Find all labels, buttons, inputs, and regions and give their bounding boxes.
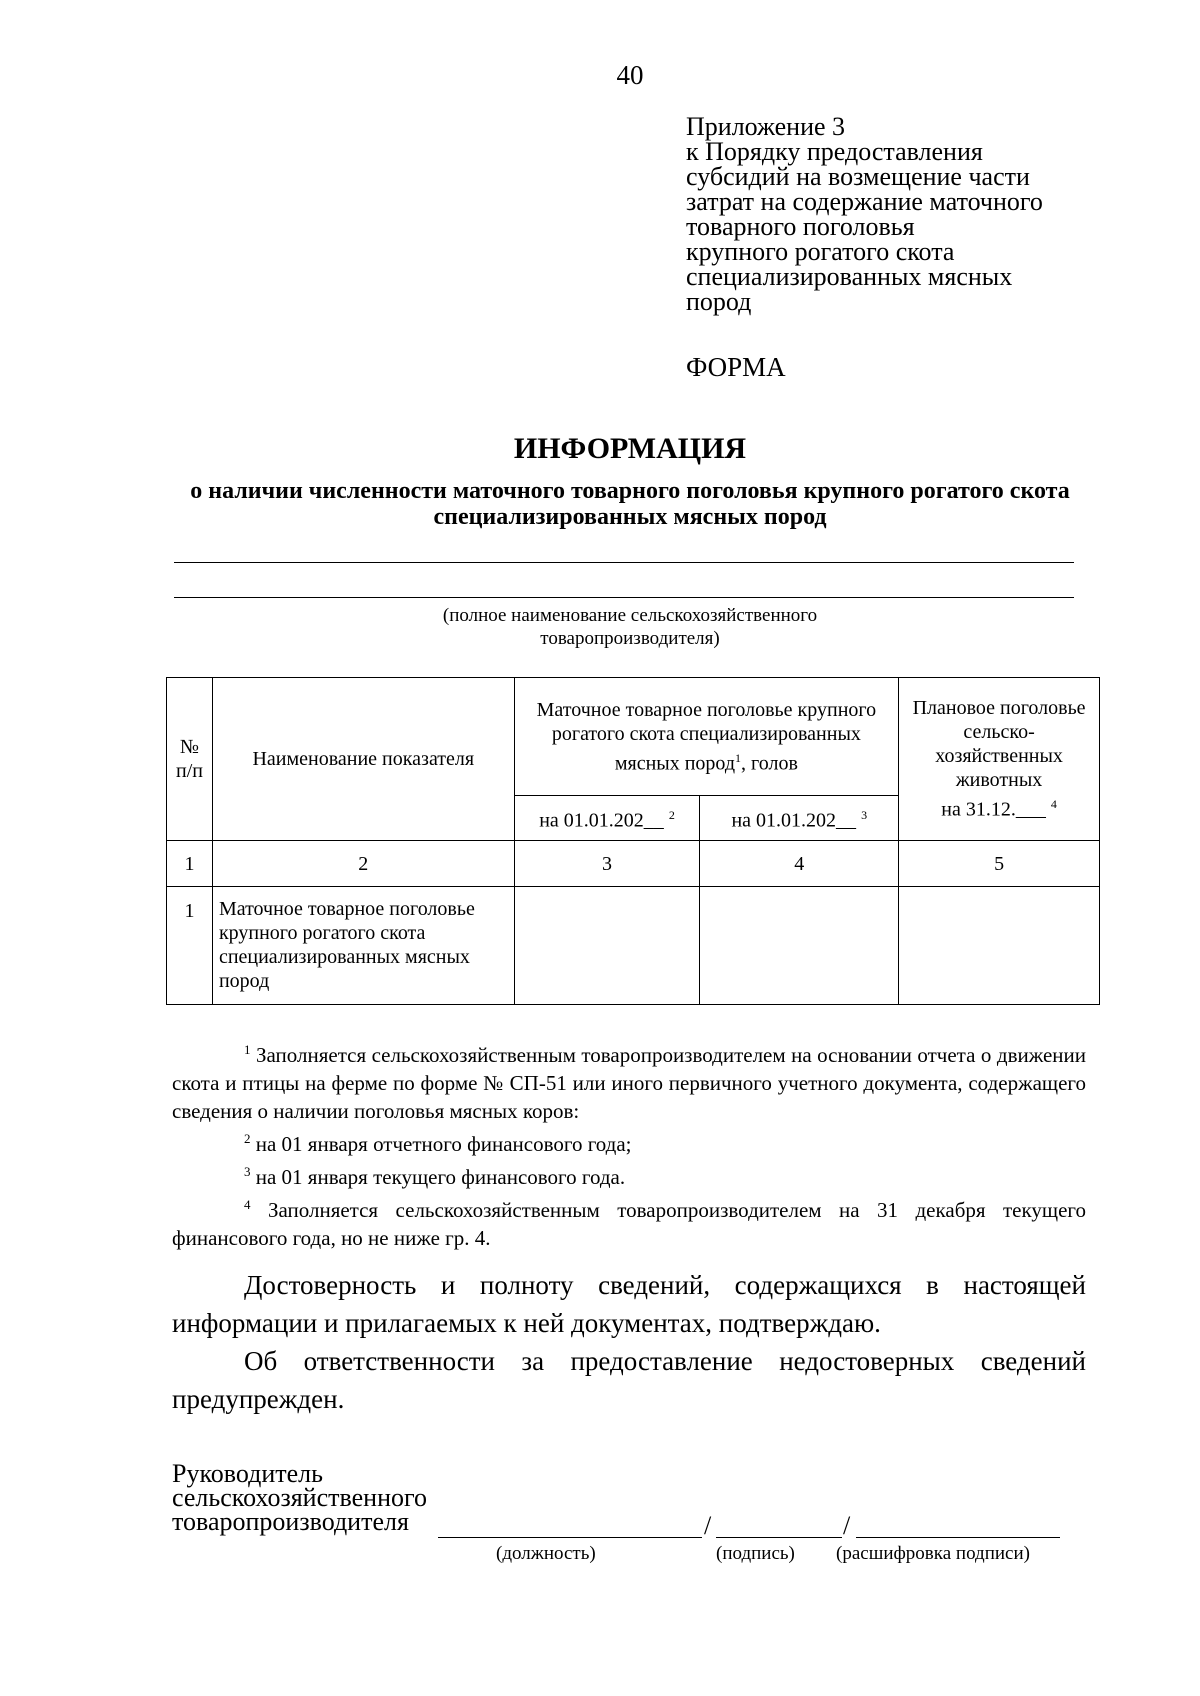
- header-livestock-group: Маточное товарное поголовье крупного рогатого скота специализированных мясных пород$^1$, голов: [514, 678, 899, 796]
- caption-signature: (подпись): [716, 1543, 795, 1564]
- row-value-date-1[interactable]: [514, 887, 700, 1005]
- appendix-line: субсидий на возмещение части: [686, 162, 1030, 191]
- document-subtitle: о наличии численности маточного товарного поголовья крупного рогатого скота специализированных мясных пород: [190, 478, 1070, 530]
- statements: [172, 1266, 1086, 1418]
- column-index: 5: [899, 841, 1100, 887]
- row-value-planned[interactable]: [899, 887, 1100, 1005]
- header-date-2: на 01.01.202__ $^3$: [700, 796, 899, 841]
- header-date-1: на 01.01.202__ $^2$: [514, 796, 700, 841]
- row-value-date-2[interactable]: [700, 887, 899, 1005]
- footnote-2: $^2$ на 01 января отчетного финансового года;: [244, 1131, 632, 1156]
- row-num: 1: [167, 887, 213, 1005]
- appendix-line: специализированных мясных: [686, 262, 1013, 291]
- column-index: 3: [514, 841, 700, 887]
- header-planned-livestock: Плановое поголовье сельско-хозяйственных животных на 31.12.___ $^4$: [899, 678, 1100, 841]
- appendix-line: товарного поголовья: [686, 212, 915, 241]
- position-line[interactable]: [438, 1537, 702, 1538]
- separator-slash: /: [843, 1511, 851, 1540]
- document-title: ИНФОРМАЦИЯ: [513, 432, 747, 465]
- appendix-line: Приложение 3: [686, 112, 846, 141]
- signature-decoding-line[interactable]: [856, 1537, 1060, 1538]
- row-indicator-name: Маточное товарное поголовье крупного рогатого скота специализированных мясных пород: [212, 887, 514, 1005]
- header-num: № п/п: [167, 678, 213, 841]
- footnote-3: $^3$ на 01 января текущего финансового года.: [244, 1164, 626, 1189]
- page-number: 40: [616, 60, 644, 90]
- separator-slash: /: [704, 1511, 712, 1540]
- caption-position: (должность): [496, 1543, 596, 1564]
- producer-name-line-1[interactable]: [174, 562, 1074, 563]
- producer-name-line-2[interactable]: [174, 597, 1074, 598]
- table-row: [167, 887, 1100, 1005]
- footnote-1: $^1$ Заполняется сельскохозяйственным товаропроизводителем на основании отчета о движении скота и птицы на ферме по форме № СП-51 или иного первичного учетного документа, содержащего сведения о наличии поголовья мясных коров:: [172, 1042, 1086, 1123]
- header-indicator-name: Наименование показателя: [212, 678, 514, 841]
- appendix-line: крупного рогатого скота: [686, 237, 955, 266]
- statement-responsibility: Об ответственности за предоставление недостоверных сведений предупрежден.: [172, 1346, 1086, 1414]
- column-index: 4: [700, 841, 899, 887]
- footnote-4: $^4$ Заполняется сельскохозяйственным товаропроизводителем на 31 декабря текущего финансового года, но не ниже гр. 4.: [172, 1197, 1086, 1250]
- signature-line[interactable]: [716, 1537, 842, 1538]
- data-table: [166, 677, 1100, 1005]
- column-index: 2: [212, 841, 514, 887]
- column-index: 1: [167, 841, 213, 887]
- producer-caption: (полное наименование сельскохозяйственного товаропроизводителя): [442, 605, 818, 649]
- appendix-line: к Порядку предоставления: [686, 137, 983, 166]
- signatory-label: Руководитель сельскохозяйственного товаропроизводителя: [172, 1459, 427, 1536]
- appendix-block: [686, 114, 1043, 314]
- form-label: ФОРМА: [686, 352, 786, 382]
- appendix-line: затрат на содержание маточного: [686, 187, 1043, 216]
- footnotes: [172, 1036, 1086, 1252]
- appendix-line: пород: [686, 287, 752, 316]
- caption-decoding: (расшифровка подписи): [836, 1543, 1030, 1564]
- statement-reliability: Достоверность и полноту сведений, содержащихся в настоящей информации и прилагаемых к ней документах, подтверждаю.: [172, 1270, 1086, 1338]
